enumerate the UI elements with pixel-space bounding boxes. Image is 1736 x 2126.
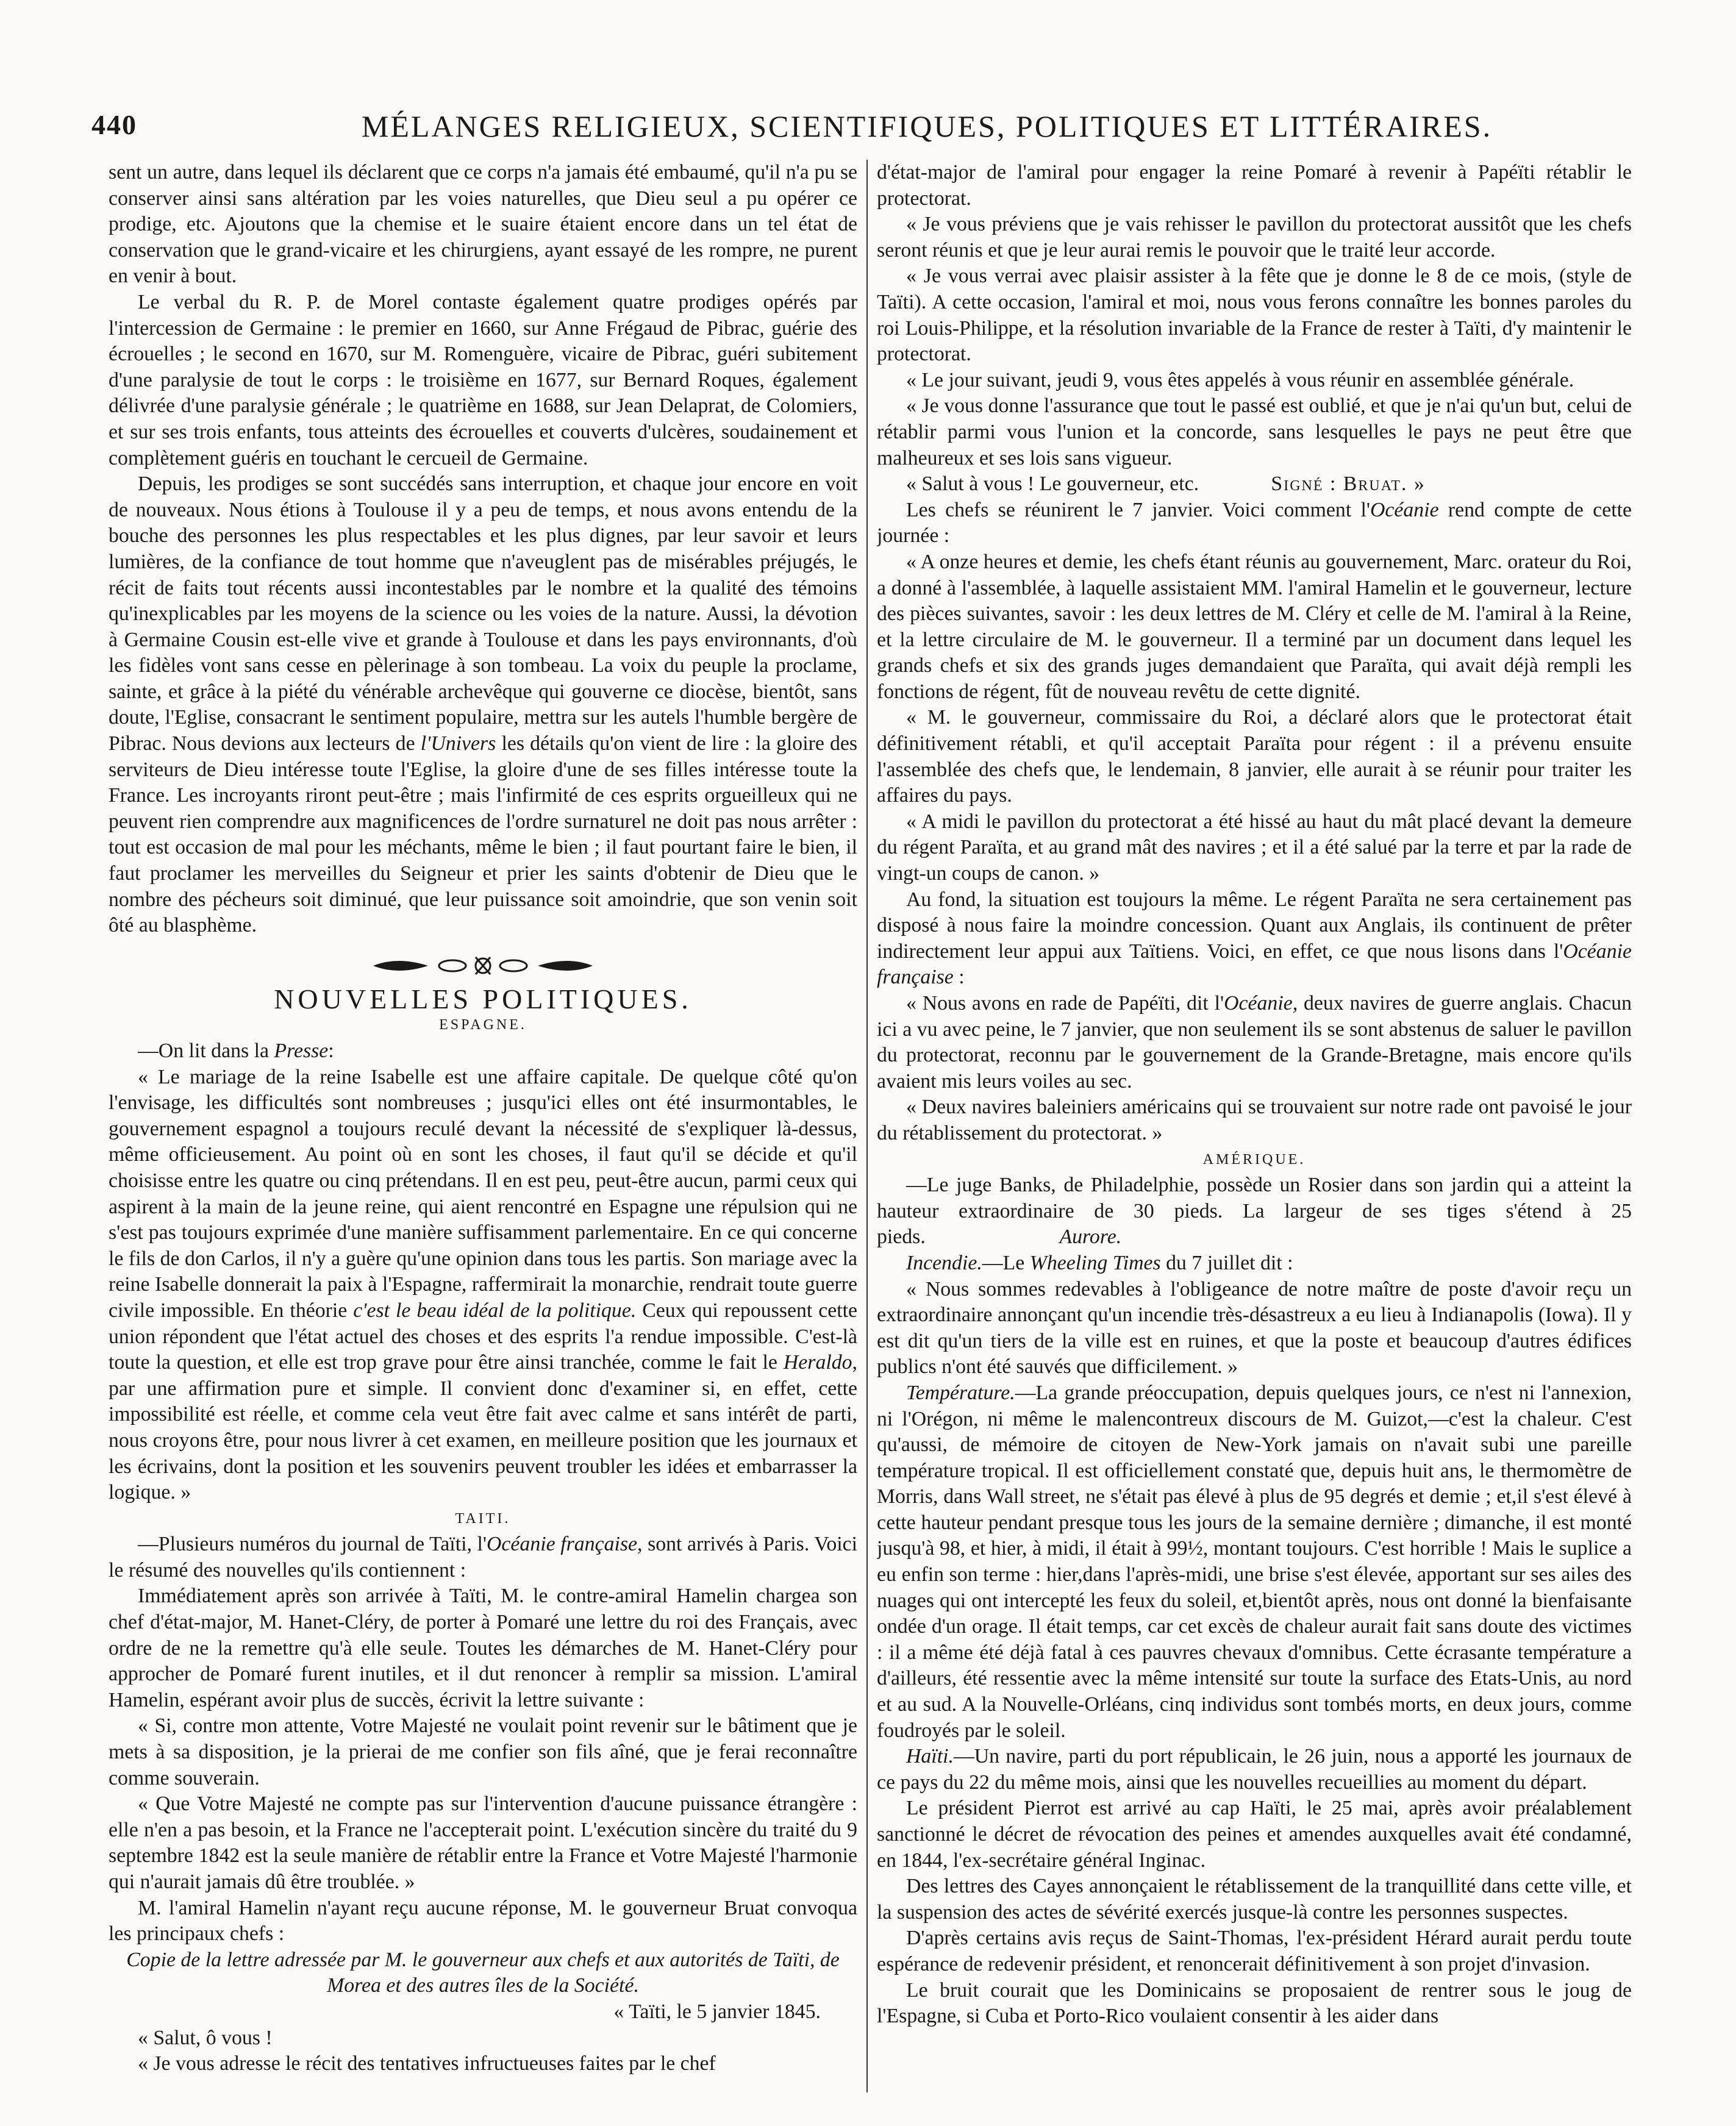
signature: Signé : Bruat. » (1271, 473, 1426, 496)
column-rule (866, 160, 868, 2092)
page-number: 440 (91, 109, 137, 140)
paragraph-text: Depuis, les prodiges se sont succédés sans interruption, et chaque jour encore en voit de nouveaux. Nous étions à Toulouse il y a peu de temps, et nous avons entendu de la bouche des personnes les plus respectables et les plus dignes, par leur savoir et leurs lumières, de la confiance de tout homme que n'aveuglent pas de misérables préjugés, le récit de faits tout récents aussi incontestables par le nombre et la qualité des témoins qu'inexplicables par les moyens de la science ou les voies de la nature. Aussi, la dévotion à Germaine Cousin est-elle vive et grande à Toulouse et dans les pays environnants, d'où les fidèles vont sans cesse en pèlerinage à son tombeau. La voix du peuple la proclame, sainte, et grâce à la piété du vénérable archevêque qui gouverne ce diocèse, bientôt, sans doute, l'Eglise, consacrant le sentiment populaire, mettra sur les autels l'humble bergère de Pibrac. Nous devions aux lecteurs de (109, 473, 857, 755)
paragraph-text: : (959, 966, 965, 989)
ornament-divider-icon (109, 951, 857, 983)
paragraph: M. l'amiral Hamelin n'ayant reçu aucune réponse, M. le gouverneur Bruat convoqua les principaux chefs : (109, 1896, 857, 1946)
paragraph-text: « Salut à vous ! Le gouverneur, etc. (906, 473, 1199, 496)
subhead-taiti: TAITI. (455, 1510, 511, 1527)
paragraph: « A midi le pavillon du protectorat a été hissé au haut du mât placé devant la demeure du régent Paraïta, et au grand mât des navires ; et il a été salué par la terre et par la rade de vingt-un coups de canon. » (877, 810, 1632, 885)
paragraph: Le président Pierrot est arrivé au cap Haïti, le 25 mai, après avoir préalablement sanctionné le décret de révocation des peines et amendes auxquelles avait été condamné, en 1844, l'ex-secrétaire général Inginac. (877, 1797, 1632, 1872)
paragraph: d'état-major de l'amiral pour engager la reine Pomaré à revenir à Papéïti rétablir le protectorat. (877, 161, 1632, 210)
paragraph: « Nous sommes redevables à l'obligeance de notre maître de poste d'avoir reçu un extraordinaire annonçant qu'un incendie très-désastreux a eu lieu à Indianapolis (Iowa). Il y est dit qu'un tiers de la ville est en ruines, et que la poste et beaucoup d'autres édifices publics n'ont été sauvés que difficilement. » (877, 1277, 1632, 1379)
paragraph (877, 471, 1632, 498)
journal-name: Océanie française (487, 1533, 638, 1556)
paragraph: D'après certains avis reçus de Saint-Thomas, l'ex-président Hérard aurait perdu toute espérance de redevenir président, et renoncerait définitivement à son projet d'invasion. (877, 1927, 1632, 1975)
paragraph: « M. le gouverneur, commissaire du Roi, a déclaré alors que le protectorat était définitivement rétabli, et qu'il acceptait Paraïta pour régent : il a prévenu ensuite l'assemblée des chefs que, le lendemain, 8 janvier, elle aurait à se réunir pour traiter les affaires du pays. (877, 706, 1632, 807)
journal-name: Presse (274, 1040, 329, 1062)
paragraph-text: Les chefs se réunirent le 7 janvier. Voici comment l' (906, 498, 1370, 521)
paragraph-text: du 7 juillet dit : (1166, 1251, 1293, 1274)
paragraph: « Je vous donne l'assurance que tout le passé est oublié, et que je n'ai qu'un but, celui de rétablir parmi vous l'union et la concorde, sans lesquelles le pays ne peut être que malheureux et ses lois sans vigueur. (877, 394, 1632, 469)
paragraph-text: , par une affirmation pure et simple. Il convient donc d'examiner si, en effet, cette impossibilité est réelle, et comme cela veut être fait avec calme et sans intérêt de parti, nous croyons être, pour nous livrer à cet examen, en meilleure position que les journaux et les écrivains, dont la position et les souvenirs peuvent troubler les idées et embarrasser la logique. » (109, 1351, 857, 1504)
paragraph: Immédiatement après son arrivée à Taïti, M. le contre-amiral Hamelin chargea son chef d'état-major, M. Hanet-Cléry, de porter à Pomaré une lettre du roi des Français, avec ordre de ne la remettre qu'à elle seule. Toutes les démarches de M. Hanet-Cléry pour approcher de Pomaré furent inutiles, et il dut renoncer à remplir sa mission. L'amiral Hamelin, espérant avoir plus de succès, écrivit la lettre suivante : (109, 1585, 857, 1711)
item-label: Incendie. (906, 1251, 982, 1274)
paragraph: « A onze heures et demie, les chefs étant réunis au gouvernement, Marc. orateur du Roi, a donné à l'assemblée, à laquelle assistaient MM. l'amiral Hamelin et le gouverneur, lecture des pièces suivantes, savoir : les deux lettres de M. Cléry et celle de M. l'amiral à la Reine, et la lettre circulaire de M. le gouverneur. Il a terminé par un document dans lequel les grands chefs et six des grands juges demandaient que Paraïta, qui avait déjà rempli les fonctions de régent, fût de nouveau revêtu de cette dignité. (877, 550, 1632, 703)
left-column (109, 160, 857, 2099)
paragraph-text: rend compte de cette journée : (877, 498, 1632, 548)
paragraph (109, 1065, 857, 1506)
paragraph: Le verbal du R. P. de Morel contaste également quatre prodiges opérés par l'intercession de Germaine : le premier en 1660, sur Anne Frégaud de Pibrac, guérie des écrouelles ; le second en 1670, sur M. Romenguère, vicaire de Pibrac, guéri subitement d'une paralysie de tout le corps : le troisième en 1677, sur Bernard Roques, également délivrée d'une paralysie générale ; le quatrième en 1688, sur Jean Delaprat, de Colomiers, et sur ses trois enfants, tous atteints des écrouelles et couverts d'ulcères, soudainement et complètement guéris en touchant le cercueil de Germaine. (109, 290, 857, 469)
journal-name: Heraldo (783, 1351, 852, 1374)
paragraph-text: —Le (982, 1251, 1025, 1274)
paragraph-text: deux navires de guerre anglais. Chacun ici a vu avec peine, le 7 janvier, que non seulement ils se sont abstenus de saluer le pavillon du protectorat, reconnu par le gouvernement de la Grande-Bretagne, mais encore qu'ils avaient mis leurs voiles au sec. (877, 992, 1632, 1093)
paragraph (877, 1250, 1632, 1277)
journal-name: Wheeling Times (1029, 1251, 1161, 1274)
paragraph-text: —On lit dans la (138, 1040, 269, 1062)
item-label: Température. (906, 1381, 1015, 1404)
subhead-espagne: ESPAGNE. (439, 1017, 527, 1033)
journal-name: Océanie française (877, 940, 1632, 989)
journal-name: l'Univers (420, 732, 496, 755)
paragraph (877, 887, 1632, 991)
paragraph-text: —Un navire, parti du port républicain, le 26 juin, nous a apporté les journaux de ce pays du 22 du même mois, ainsi que les nouvelles recueillies au moment du départ. (877, 1745, 1632, 1794)
paragraph (109, 1038, 857, 1065)
paragraph-text: « Nous avons en rade de Papéïti, dit l' (906, 992, 1224, 1015)
paragraph-text: Ceux qui repoussent cette union répondent que l'état actuel des choses et des esprits l'a rendue impossible. C'est-là toute la question, et elle est trop grave pour être ainsi tranchée, comme le fait le (109, 1299, 857, 1374)
paragraph: « Je vous adresse le récit des tentatives infructueuses faites par le chef (138, 2052, 716, 2075)
paragraph (877, 498, 1632, 549)
paragraph: « Deux navires baleiniers américains qui se trouvaient sur notre rade ont pavoisé le jour du rétablissement du protectorat. » (877, 1096, 1632, 1144)
paragraph-text: Au fond, la situation est toujours la même. Le régent Paraïta ne sera certainement pas disposé à nous faire la moindre concession. Quant aux Anglais, ils continuent de prêter indirectement leur appui aux Taïtiens. Voici, en effet, ce que nous lisons dans l' (877, 888, 1632, 963)
paragraph-text: —Le juge Banks, de Philadelphie, possède un Rosier dans son jardin qui a atteint la hauteur extraordinaire de 30 pieds. La largeur de ses tiges s'étend à 25 pieds. (877, 1174, 1632, 1249)
source-credit: Aurore. (1059, 1225, 1122, 1249)
paragraph-text: « Le mariage de la reine Isabelle est une affaire capitale. De quelque côté qu'on l'envisage, les difficultés sont nombreuses ; jusqu'ici elles ont été insurmontables, le gouvernement espagnol a toujours reculé devant la nécessité de s'expliquer là-dessus, même officieusement. Au point où en sont les choses, il faut qu'il se décide et qu'il choisisse entre les quatre ou cinq prétendans. Il en est peu, peut-être aucun, parmi ceux qui aspirent à la main de la jeune reine, qui aient rencontré en Espagne une répulsion qui ne s'est pas toujours exprimée d'une manière suffisamment parlementaire. En ce qui concerne le fils de don Carlos, il n'y a guère qu'une opinion dans tous les partis. Son mariage avec la reine Isabelle donnerait la paix à l'Espagne, raffermirait la monarchie, rendrait toute guerre civile impossible. En théorie (109, 1065, 857, 1322)
paragraph: « Je vous verrai avec plaisir assister à la fête que je donne le 8 de ce mois, (style de Taïti). A cette occasion, l'amiral et moi, nous vous ferons connaître les bonnes paroles du roi Louis-Philippe, et la résolution invariable de la France de rester à Taïti, d'y maintenir le protectorat. (877, 265, 1632, 366)
paragraph (877, 1380, 1632, 1744)
paragraph: « Si, contre mon attente, Votre Majesté ne voulait point revenir sur le bâtiment que je mets à sa disposition, je la prierai de me confier son fils aîné, que je ferai reconnaître comme souverain. (109, 1714, 857, 1789)
journal-title: MÉLANGES RELIGIEUX, SCIENTIFIQUES, POLITIQUES ET LITTÉRAIRES. (361, 109, 1493, 143)
section-title: NOUVELLES POLITIQUES. (274, 983, 692, 1015)
letter-heading: Copie de la lettre adressée par M. le gouverneur aux chefs et aux autorités de Taïti, de Morea et des autres îles de la Société. (126, 1948, 840, 1997)
subhead-amerique: AMÉRIQUE. (1202, 1151, 1306, 1168)
paragraph (877, 1172, 1632, 1250)
paragraph-text: , sont arrivés à Paris. Voici le résumé des nouvelles qu'ils contiennent : (109, 1533, 857, 1582)
paragraph-text: —La grande préoccupation, depuis quelques jours, ce n'est ni l'annexion, ni l'Orégon, ni même le malencontreux discours de M. Guizot,—c'est la chaleur. C'est qu'aussi, de mémoire de citoyen de New-York jamais on n'avait subi une pareille température tropical. Il est officiellement constaté que, depuis huit ans, le thermomètre de Morris, dans Wall street, ne s'était pas élevé à plus de 95 degrés et demie ; et,il s'est élevé à cette hauteur pendant presque tous les jours de la semaine dernière ; dimanche, il est monté jusqu'à 98, et hier, à midi, il était à 99½, montant toujours. C'est horrible ! Mais le suplice a eu enfin son terme : hier,dans l'après-midi, une brise s'est élevée, apportant sur ses ailes des nuages qui ont intercepté les feux du soleil, et,bientôt après, nous ont donné la bienfaisante ondée d'un orage. Il était temps, car cet excès de chaleur aurait fait sans doute des victimes : il a même été déjà fatal à ces pauvres chevaux d'omnibus. Cette écrasante température a d'ailleurs, été ressentie avec la même intensité sur toute la surface des Etats-Unis, au nord et au sud. A la Nouvelle-Orléans, cinq individus sont tombés morts, en deux jours, comme foudroyés par le soleil. (877, 1381, 1632, 1742)
italic-text: c'est le beau idéal de la politique. (353, 1299, 637, 1322)
paragraph: Des lettres des Cayes annonçaient le rétablissement de la tranquillité dans cette ville, et la suspension des actes de sévérité exercés jusque-là contre les personnes suspectes. (877, 1875, 1632, 1924)
paragraph: sent un autre, dans lequel ils déclarent que ce corps n'a jamais été embaumé, qu'il n'a pu se conserver ainsi sans altération par les voies naturelles, que Dieu seul a pu opérer ce prodige, etc. Ajoutons que la chemise et le suaire étaient encore dans un tel état de conservation que le grand-vicaire et les chirurgiens, ayant essayé de les rompre, ne purent en venir à bout. (109, 161, 857, 288)
paragraph (109, 1532, 857, 1583)
paragraph (877, 991, 1632, 1094)
paragraph-text: les détails qu'on vient de lire : la gloire des serviteurs de Dieu intéresse toute l'Eglise, la gloire d'une de ses filles intéresse toute la France. Les incroyants riront peut-être ; mais l'infirmité de ces esprits orgueilleux qui ne peuvent rien comprendre aux magnificences de l'ordre surnaturel ne doit pas nous arrêter : tout est occasion de mal pour les méchants, même le bien ; il faut pourtant faire le bien, il faut proclamer les merveilles du Seigneur et prier les saints d'obtenir de Dieu que le nombre des pécheurs soit diminué, que leur puissance soit amoindrie, que son venin soit ôté au blasphème. (109, 732, 857, 937)
right-column (877, 160, 1632, 2099)
paragraph (109, 471, 857, 939)
paragraph: « Je vous préviens que je vais rehisser le pavillon du protectorat aussitôt que les chefs seront réunis et que je leur aurai remis le pouvoir que le traité leur accorde. (877, 213, 1632, 262)
paragraph: « Salut, ô vous ! (138, 2026, 273, 2049)
paragraph-text: : (328, 1040, 334, 1062)
paragraph (877, 1744, 1632, 1796)
journal-name: Océanie, (1224, 992, 1298, 1015)
item-label: Haïti. (906, 1745, 954, 1768)
running-head (91, 109, 1652, 163)
paragraph: Le bruit courait que les Dominicains se proposaient de rentrer sous le joug de l'Espagne, si Cuba et Porto-Rico voulaient consentir à les aider dans (877, 1978, 1632, 2028)
letter-date: « Taïti, le 5 janvier 1845. (613, 2000, 821, 2023)
journal-name: Océanie (1370, 498, 1439, 521)
paragraph: « Le jour suivant, jeudi 9, vous êtes appelés à vous réunir en assemblée générale. (906, 368, 1574, 391)
paragraph: « Que Votre Majesté ne compte pas sur l'intervention d'aucune puissance étrangère : elle n'en a pas besoin, et la France ne l'accepterait point. L'exécution sincère du traité du 9 septembre 1842 est la seule manière de rétablir entre la France et Votre Majesté l'harmonie qui n'aurait jamais dû être troublée. » (109, 1792, 857, 1893)
paragraph-text: —Plusieurs numéros du journal de Taïti, l' (138, 1533, 487, 1556)
